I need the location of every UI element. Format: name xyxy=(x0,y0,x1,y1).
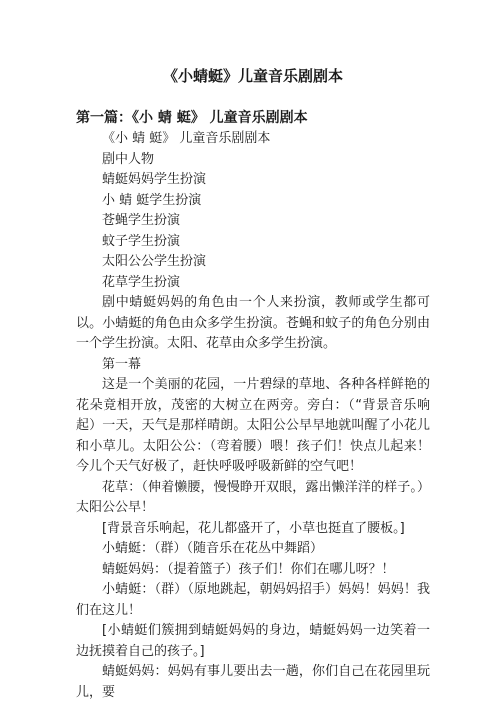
dialogue-line: 小蜻蜓：（群）（随音乐在花丛中舞蹈） xyxy=(102,541,324,556)
dialogue-line: 蜻蜓妈妈：妈妈有事儿要出去一趟，你们自己在花园里玩儿，要 xyxy=(76,664,430,700)
dialogue-line: 花草：（伸着懒腰，慢慢睁开双眼，露出懒洋洋的样子。）太阳公公早！ xyxy=(76,479,430,515)
script-title-line: 《小 蜻 蜓》 儿童音乐剧剧本 xyxy=(102,131,271,146)
cast-item: 蚊子学生扮演 xyxy=(102,233,181,249)
stage-direction: [背景音乐响起，花儿都盛开了，小草也挺直了腰板。] xyxy=(102,520,405,536)
stage-direction: [小蜻蜓们簇拥到蜻蜓妈妈的身边，蜻蜓妈妈一边笑着一边抚摸着自己的孩子。] xyxy=(76,623,430,659)
cast-item: 蜻蜓妈妈学生扮演 xyxy=(102,172,207,187)
dialogue-line: 蜻蜓妈妈：（提着篮子）孩子们！你们在哪儿呀？！ xyxy=(102,561,395,577)
dialogue-line: 小蜻蜓：（群）（原地跳起，朝妈妈招手）妈妈！妈妈！我们在这儿！ xyxy=(76,582,430,618)
cast-item: 小 蜻 蜓学生扮演 xyxy=(102,192,202,208)
cast-item: 太阳公公学生扮演 xyxy=(102,254,207,269)
body-paragraph: 剧中蜻蜓妈妈的角色由一个人来扮演，教师或学生都可以。小蜻蜓的角色由众多学生扮演。苍蝇和蚊子的角色分别由一个学生扮演。太阳、花草由众多学生扮演。 xyxy=(76,295,430,351)
document-title: 《小蜻蜓》儿童音乐剧剧本 xyxy=(162,67,343,85)
cast-item: 苍蝇学生扮演 xyxy=(102,213,181,228)
body-paragraph: 这是一个美丽的花园，一片碧绿的草地、各种各样鲜艳的花朵竟相开放，茂密的大树立在两旁。旁白：（“背景音乐响起）一天，天气是那样晴朗。太阳公公早早地就叫醒了小花儿和小草儿。太阳公公：（弯着腰）喂！孩子们！快点儿起来！今儿个天气好极了，赶快呼吸呼吸新鲜的空气吧！ xyxy=(76,377,430,474)
section-heading: 第一篇：《小 蜻 蜓》 儿童音乐剧剧本 xyxy=(76,110,308,126)
cast-heading: 剧中人物 xyxy=(102,151,155,167)
cast-item: 花草学生扮演 xyxy=(102,274,181,290)
act-heading: 第一幕 xyxy=(102,356,142,372)
